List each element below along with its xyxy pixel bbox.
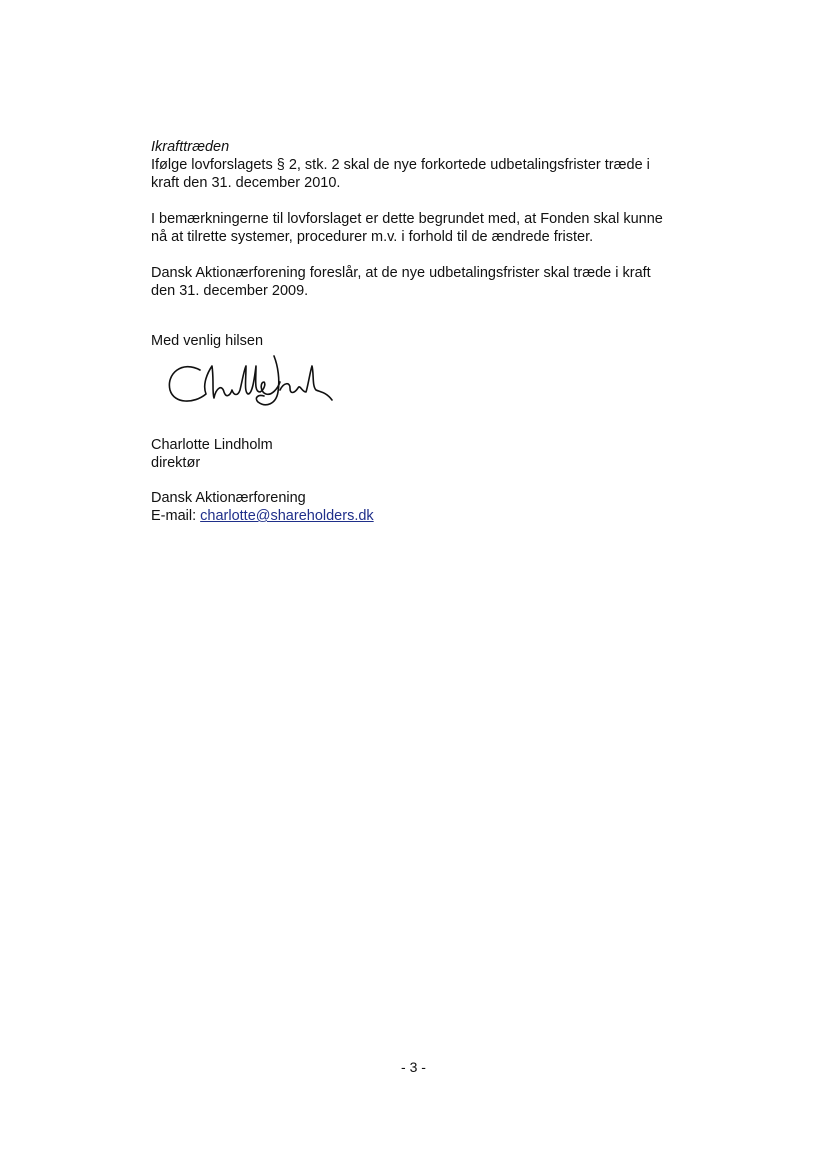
paragraph-line: den 31. december 2009. bbox=[151, 283, 309, 299]
handwritten-signature-icon bbox=[162, 352, 342, 414]
paragraph-reasoning bbox=[151, 210, 711, 246]
email-label: E-mail: bbox=[151, 508, 197, 524]
closing-salutation: Med venlig hilsen bbox=[151, 333, 264, 349]
paragraph-effective-date bbox=[151, 156, 711, 192]
paragraph-line: Ifølge lovforslagets § 2, stk. 2 skal de nye forkortede udbetalingsfrister træde i bbox=[151, 157, 650, 173]
signatory-title: direktør bbox=[151, 455, 201, 471]
signatory-name: Charlotte Lindholm bbox=[151, 437, 273, 453]
email-link[interactable]: charlotte@shareholders.dk bbox=[200, 508, 374, 524]
section-heading: Ikrafttræden bbox=[151, 139, 230, 155]
paragraph-proposal bbox=[151, 264, 711, 300]
paragraph-line: I bemærkningerne til lovforslaget er dette begrundet med, at Fonden skal kunne bbox=[151, 211, 663, 227]
paragraph-line: kraft den 31. december 2010. bbox=[151, 175, 341, 191]
paragraph-line: Dansk Aktionærforening foreslår, at de nye udbetalingsfrister skal træde i kraft bbox=[151, 265, 651, 281]
email-line bbox=[151, 507, 374, 525]
page-number: - 3 - bbox=[401, 1059, 426, 1075]
paragraph-line: nå at tilrette systemer, procedurer m.v. i forhold til de ændrede frister. bbox=[151, 229, 594, 245]
signatory-organization: Dansk Aktionærforening bbox=[151, 490, 306, 506]
